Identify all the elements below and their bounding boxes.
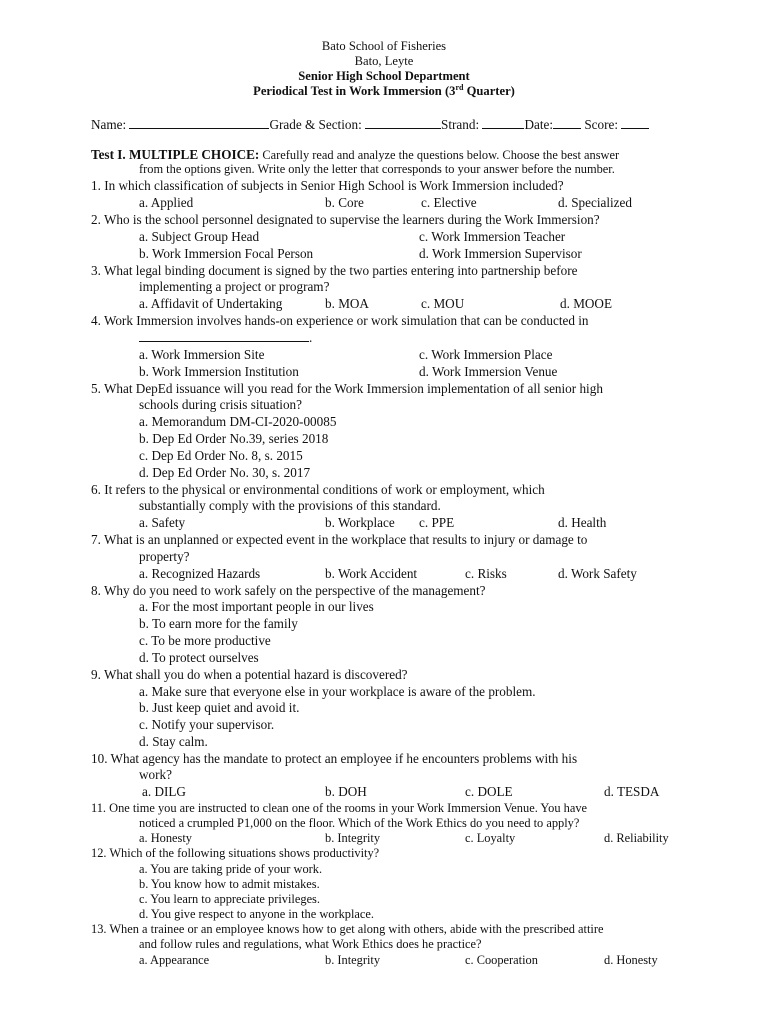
score-label: Score:: [581, 117, 622, 132]
answer-option: b. DOH: [325, 784, 367, 799]
answer-option: c. Dep Ed Order No. 8, s. 2015: [139, 448, 303, 463]
answer-option: b. To earn more for the family: [139, 616, 298, 631]
answer-option: b. Work Immersion Institution: [139, 364, 299, 379]
answer-option: c. DOLE: [465, 784, 513, 799]
answer-option: b. Integrity: [325, 831, 381, 845]
question-stem: 2. Who is the school personnel designated to supervise the learners during the Work Immersion?: [91, 212, 600, 227]
student-info-line: [91, 116, 649, 133]
grade-section-label: Grade & Section:: [269, 117, 366, 132]
answer-option: d. Work Immersion Supervisor: [419, 246, 582, 261]
name-blank[interactable]: [129, 116, 269, 129]
name-label: Name:: [91, 117, 130, 132]
fill-in-blank[interactable]: [139, 329, 309, 342]
answer-option: d. Dep Ed Order No. 30, s. 2017: [139, 465, 311, 480]
answer-option: a. Applied: [139, 195, 194, 210]
question-blank-line: [139, 329, 312, 346]
answer-option: b. You know how to admit mistakes.: [139, 877, 320, 891]
score-blank[interactable]: [621, 116, 649, 129]
answer-option: c. Elective: [421, 195, 477, 210]
question-stem-continued: property?: [139, 549, 190, 564]
answer-option: c. To be more productive: [139, 633, 271, 648]
question-stem-continued: implementing a project or program?: [139, 279, 330, 294]
question-stem: 7. What is an unplanned or expected event in the workplace that results to injury or damage to: [91, 532, 588, 547]
date-label: Date:: [524, 117, 554, 132]
question-stem-continued: substantially comply with the provisions of this standard.: [139, 498, 441, 513]
date-blank[interactable]: [553, 116, 581, 129]
answer-option: c. Work Immersion Teacher: [419, 229, 566, 244]
answer-option: a. Work Immersion Site: [139, 347, 265, 362]
test-title-main: Periodical Test in Work Immersion (3: [253, 84, 456, 98]
school-location: Bato, Leyte: [354, 54, 414, 68]
question-stem: 9. What shall you do when a potential hazard is discovered?: [91, 667, 408, 682]
department-name: Senior High School Department: [298, 69, 470, 83]
test-heading: Test I. MULTIPLE CHOICE:: [91, 147, 260, 162]
answer-option: b. Integrity: [325, 953, 381, 967]
answer-option: a. DILG: [142, 784, 186, 799]
answer-option: c. Risks: [465, 566, 507, 581]
question-stem: 1. In which classification of subjects in Senior High School is Work Immersion included?: [91, 178, 564, 193]
answer-option: b. Core: [325, 195, 364, 210]
answer-option: d. Stay calm.: [139, 734, 208, 749]
question-stem: 8. Why do you need to work safely on the perspective of the management?: [91, 583, 486, 598]
answer-option: d. Work Immersion Venue: [419, 364, 558, 379]
answer-option: c. Notify your supervisor.: [139, 717, 275, 732]
answer-option: a. Recognized Hazards: [139, 566, 261, 581]
answer-option: a. Memorandum DM-CI-2020-00085: [139, 414, 337, 429]
answer-option: b. Workplace: [325, 515, 395, 530]
test-instructions-2: from the options given. Write only the letter that corresponds to your answer before the number.: [139, 162, 615, 176]
answer-option: d. Specialized: [558, 195, 632, 210]
strand-label: Strand:: [441, 117, 483, 132]
question-stem: 4. Work Immersion involves hands-on experience or work simulation that can be conducted in: [91, 313, 589, 328]
answer-option: a. Safety: [139, 515, 186, 530]
answer-option: a. Honesty: [139, 831, 192, 845]
question-stem-continued: noticed a crumpled P1,000 on the floor. Which of the Work Ethics do you need to apply?: [139, 816, 580, 830]
answer-option: a. You are taking pride of your work.: [139, 862, 323, 876]
answer-option: d. Honesty: [604, 953, 658, 967]
answer-option: b. Dep Ed Order No.39, series 2018: [139, 431, 329, 446]
answer-option: c. Cooperation: [465, 953, 538, 967]
answer-option: d. Work Safety: [558, 566, 637, 581]
question-stem-continued: work?: [139, 767, 172, 782]
test-title: [0, 83, 768, 100]
answer-option: c. You learn to appreciate privileges.: [139, 892, 320, 906]
answer-option: b. Work Accident: [325, 566, 418, 581]
question-stem: 5. What DepEd issuance will you read for the Work Immersion implementation of all senior high: [91, 381, 603, 396]
test-title-superscript: rd: [455, 83, 464, 92]
answer-option: d. Health: [558, 515, 607, 530]
answer-option: b. MOA: [325, 296, 369, 311]
test-title-quarter: Quarter): [463, 84, 515, 98]
answer-option: d. You give respect to anyone in the workplace.: [139, 907, 375, 921]
school-name: Bato School of Fisheries: [321, 39, 447, 53]
answer-option: a. For the most important people in our lives: [139, 599, 374, 614]
question-stem-period: .: [309, 330, 313, 345]
answer-option: a. Affidavit of Undertaking: [139, 296, 283, 311]
answer-option: a. Make sure that everyone else in your workplace is aware of the problem.: [139, 684, 536, 699]
answer-option: b. Just keep quiet and avoid it.: [139, 700, 300, 715]
answer-option: d. MOOE: [560, 296, 613, 311]
answer-option: c. MOU: [421, 296, 465, 311]
answer-option: c. Loyalty: [465, 831, 516, 845]
answer-option: d. Reliability: [604, 831, 669, 845]
question-stem: 3. What legal binding document is signed by the two parties entering into partnership before: [91, 263, 578, 278]
question-stem: 12. Which of the following situations shows productivity?: [91, 846, 380, 860]
test-instructions-1: Carefully read and analyze the questions below. Choose the best answer: [259, 148, 620, 162]
grade-section-blank[interactable]: [365, 116, 441, 129]
answer-option: d. TESDA: [604, 784, 660, 799]
answer-option: b. Work Immersion Focal Person: [139, 246, 314, 261]
answer-option: d. To protect ourselves: [139, 650, 259, 665]
answer-option: a. Subject Group Head: [139, 229, 260, 244]
question-stem: 11. One time you are instructed to clean one of the rooms in your Work Immersion Venue. You have: [91, 801, 588, 815]
question-stem-continued: schools during crisis situation?: [139, 397, 302, 412]
question-stem: 13. When a trainee or an employee knows how to get along with others, abide with the prescribed attire: [91, 922, 604, 936]
answer-option: a. Appearance: [139, 953, 210, 967]
question-stem: 6. It refers to the physical or environmental conditions of work or employment, which: [91, 482, 545, 497]
answer-option: c. PPE: [419, 515, 455, 530]
question-stem: 10. What agency has the mandate to protect an employee if he encounters problems with his: [91, 751, 578, 766]
strand-blank[interactable]: [482, 116, 524, 129]
question-stem-continued: and follow rules and regulations, what Work Ethics does he practice?: [139, 937, 482, 951]
answer-option: c. Work Immersion Place: [419, 347, 553, 362]
